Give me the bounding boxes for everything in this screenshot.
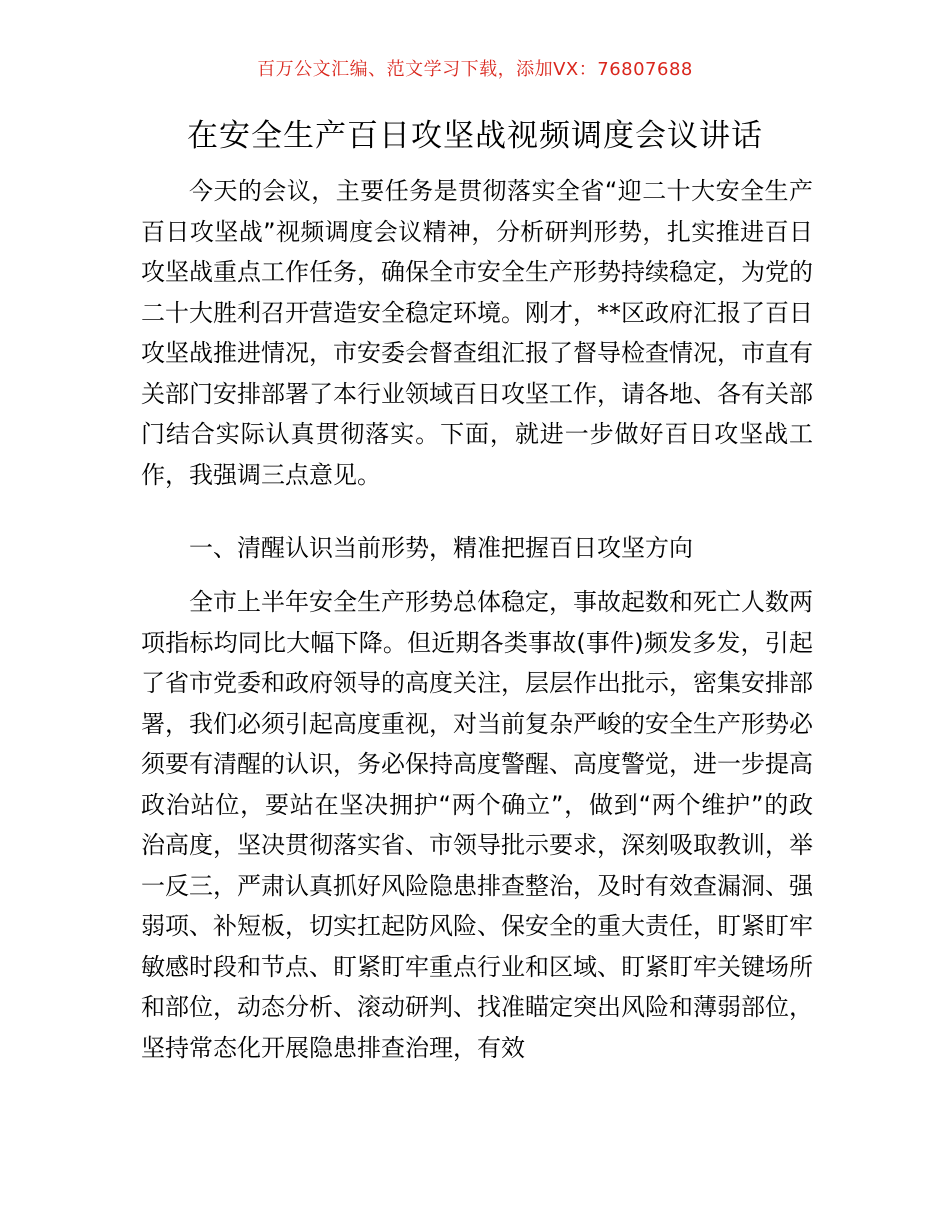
intro-paragraph: 今天的会议，主要任务是贯彻落实全省“迎二十大安全生产百日攻坚战”视频调度会议精神，分析研判形势，扎实推进百日攻坚战重点工作任务，确保全市安全生产形势持续稳定，为党的二十大胜利召开营造安全稳定环境。刚才，**区政府汇报了百日攻坚战推进情况，市安委会督查组汇报了督导检查情况，市直有关部门安排部署了本行业领域百日攻坚工作，请各地、各有关部门结合实际认真贯彻落实。下面，就进一步做好百日攻坚战工作，我强调三点意见。 <box>141 177 813 489</box>
section-heading-1: 一、清醒认识当前形势，精准把握百日攻坚方向 <box>189 534 693 562</box>
section-1-paragraph: 全市上半年安全生产形势总体稳定，事故起数和死亡人数两项指标均同比大幅下降。但近期各类事故(事件)频发多发，引起了省市党委和政府领导的高度关注，层层作出批示，密集安排部署，我们必须引起高度重视，对当前复杂严峻的安全生产形势必须要有清醒的认识，务必保持高度警醒、高度警觉，进一步提高政治站位，要站在坚决拥护“两个确立”，做到“两个维护”的政治高度，坚决贯彻落实省、市领导批示要求，深刻吸取教训，举一反三，严肃认真抓好风险隐患排查整治，及时有效查漏洞、强弱项、补短板，切实扛起防风险、保安全的重大责任，盯紧盯牢敏感时段和节点、盯紧盯牢重点行业和区域、盯紧盯牢关键场所和部位，动态分析、滚动研判、找准瞄定突出风险和薄弱部位，坚持常态化开展隐患排查治理，有效 <box>141 588 813 1062</box>
document-title: 在安全生产百日攻坚战视频调度会议讲话 <box>187 118 763 154</box>
header-watermark-note: 百万公文汇编、范文学习下载，添加VX：76807688 <box>257 59 693 80</box>
